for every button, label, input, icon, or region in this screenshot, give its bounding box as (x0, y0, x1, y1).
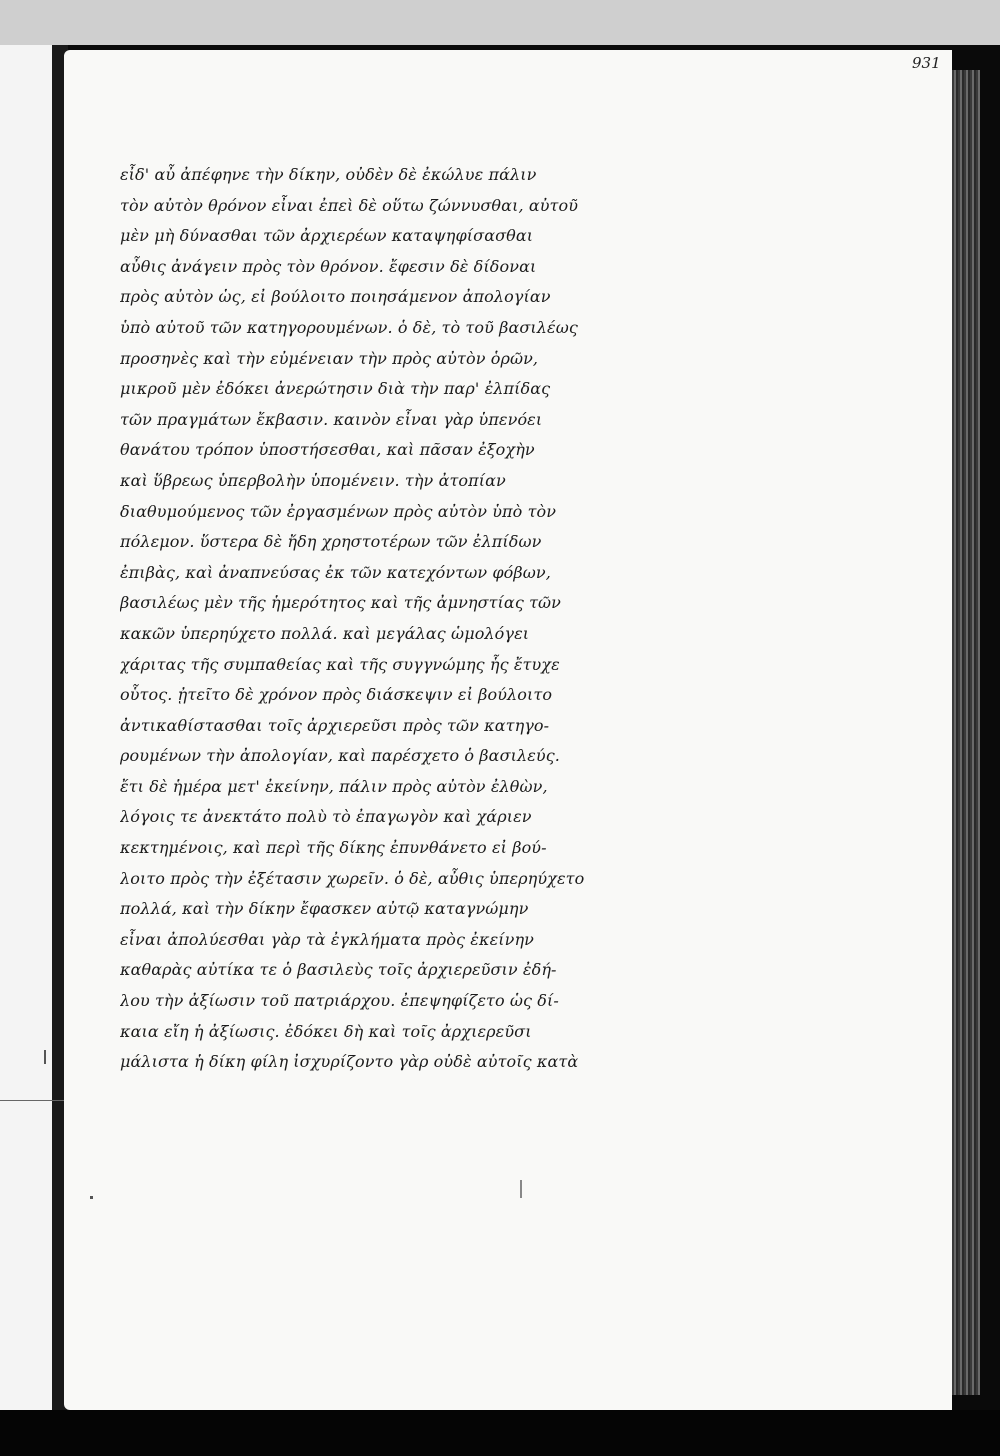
scanner-background-bottom (0, 1410, 1000, 1456)
manuscript-line: τὸν αὐτὸν θρόνον εἶναι ἐπεὶ δὲ οὕτω ζώννυσθαι, αὐτοῦ (120, 195, 579, 215)
manuscript-line: λόγοις τε ἀνεκτάτο πολὺ τὸ ἐπαγωγὸν καὶ χάριεν (120, 807, 532, 827)
manuscript-line: κεκτημένοις, καὶ περὶ τῆς δίκης ἐπυνθάνετο εἰ βού- (120, 838, 547, 858)
manuscript-line: μάλιστα ἡ δίκη φίλη ἰσχυρίζοντο γὰρ οὐδὲ αὐτοῖς κατὰ (120, 1052, 579, 1072)
manuscript-line: πόλεμον. ὕστερα δὲ ἤδη χρηστοτέρων τῶν ἐλπίδων (120, 532, 542, 552)
manuscript-line: καὶ ὕβρεως ὑπερβολὴν ὑπομένειν. τὴν ἀτοπίαν (120, 470, 506, 490)
manuscript-line: λοιτο πρὸς τὴν ἐξέτασιν χωρεῖν. ὁ δὲ, αὖθις ὑπερηύχετο (120, 868, 585, 888)
manuscript-line: ὑπὸ αὐτοῦ τῶν κατηγορουμένων. ὁ δὲ, τὸ τοῦ βασιλέως (120, 317, 578, 337)
manuscript-line: θανάτου τρόπον ὑποστήσεσθαι, καὶ πᾶσαν ἐξοχὴν (120, 440, 535, 460)
manuscript-line: ἀντικαθίστασθαι τοῖς ἀρχιερεῦσι πρὸς τῶν κατηγο- (120, 715, 550, 735)
manuscript-line: τῶν πραγμάτων ἔκβασιν. καινὸν εἶναι γὰρ ὑπενόει (120, 409, 543, 429)
margin-mark (0, 1100, 64, 1101)
manuscript-text (120, 160, 640, 1078)
manuscript-line: μὲν μὴ δύνασθαι τῶν ἀρχιερέων καταψηφίσασθαι (120, 226, 534, 246)
manuscript-line: οὗτος. ᾐτεῖτο δὲ χρόνον πρὸς διάσκεψιν εἰ βούλοιτο (120, 685, 553, 705)
manuscript-line: χάριτας τῆς συμπαθείας καὶ τῆς συγγνώμης ἧς ἔτυχε (120, 654, 560, 674)
manuscript-line: αὖθις ἀνάγειν πρὸς τὸν θρόνον. ἔφεσιν δὲ δίδοναι (120, 256, 537, 276)
manuscript-line: βασιλέως μὲν τῆς ἡμερότητος καὶ τῆς ἀμνηστίας τῶν (120, 593, 562, 613)
scanner-background (0, 0, 1000, 45)
facing-page-edge (0, 45, 55, 1410)
manuscript-line: καια εἴη ἡ ἀξίωσις. ἐδόκει δὴ καὶ τοῖς ἀρχιερεῦσι (120, 1021, 532, 1041)
manuscript-line: προσηνὲς καὶ τὴν εὐμένειαν τὴν πρὸς αὐτὸν ὁρῶν, (120, 348, 539, 368)
margin-mark (90, 1196, 93, 1199)
manuscript-line: πρὸς αὐτὸν ὡς, εἰ βούλοιτο ποιησάμενον ἀπολογίαν (120, 287, 551, 307)
manuscript-line: ρουμένων τὴν ἀπολογίαν, καὶ παρέσχετο ὁ βασιλεύς. (120, 746, 560, 766)
margin-mark (520, 1180, 522, 1198)
manuscript-line: ἔτι δὲ ἡμέρα μετ' ἐκείνην, πάλιν πρὸς αὐτὸν ἐλθὼν, (120, 776, 548, 796)
folio-number: 931 (912, 54, 941, 72)
manuscript-line: πολλά, καὶ τὴν δίκην ἔφασκεν αὐτῷ καταγνώμην (120, 899, 529, 919)
manuscript-line: εἶναι ἀπολύεσθαι γὰρ τὰ ἐγκλήματα πρὸς ἐκείνην (120, 929, 534, 949)
manuscript-line: λου τὴν ἀξίωσιν τοῦ πατριάρχου. ἐπεψηφίζετο ὡς δί- (120, 991, 559, 1011)
manuscript-line: διαθυμούμενος τῶν ἐργασμένων πρὸς αὐτὸν ὑπὸ τὸν (120, 501, 557, 521)
manuscript-line: εἶδ' αὖ ἀπέφηνε τὴν δίκην, οὐδὲν δὲ ἐκώλυε πάλιν (120, 165, 537, 184)
manuscript-line: μικροῦ μὲν ἐδόκει ἀνερώτησιν διὰ τὴν παρ' ἐλπίδας (120, 379, 551, 399)
margin-mark (44, 1050, 46, 1064)
manuscript-line: καθαρὰς αὐτίκα τε ὁ βασιλεὺς τοῖς ἀρχιερεῦσιν ἐδή- (120, 960, 557, 980)
manuscript-line: κακῶν ὑπερηύχετο πολλά. καὶ μεγάλας ὡμολόγει (120, 623, 530, 643)
manuscript-line: ἐπιβὰς, καὶ ἀναπνεύσας ἐκ τῶν κατεχόντων φόβων, (120, 562, 551, 582)
page-stack-edge (952, 70, 980, 1395)
